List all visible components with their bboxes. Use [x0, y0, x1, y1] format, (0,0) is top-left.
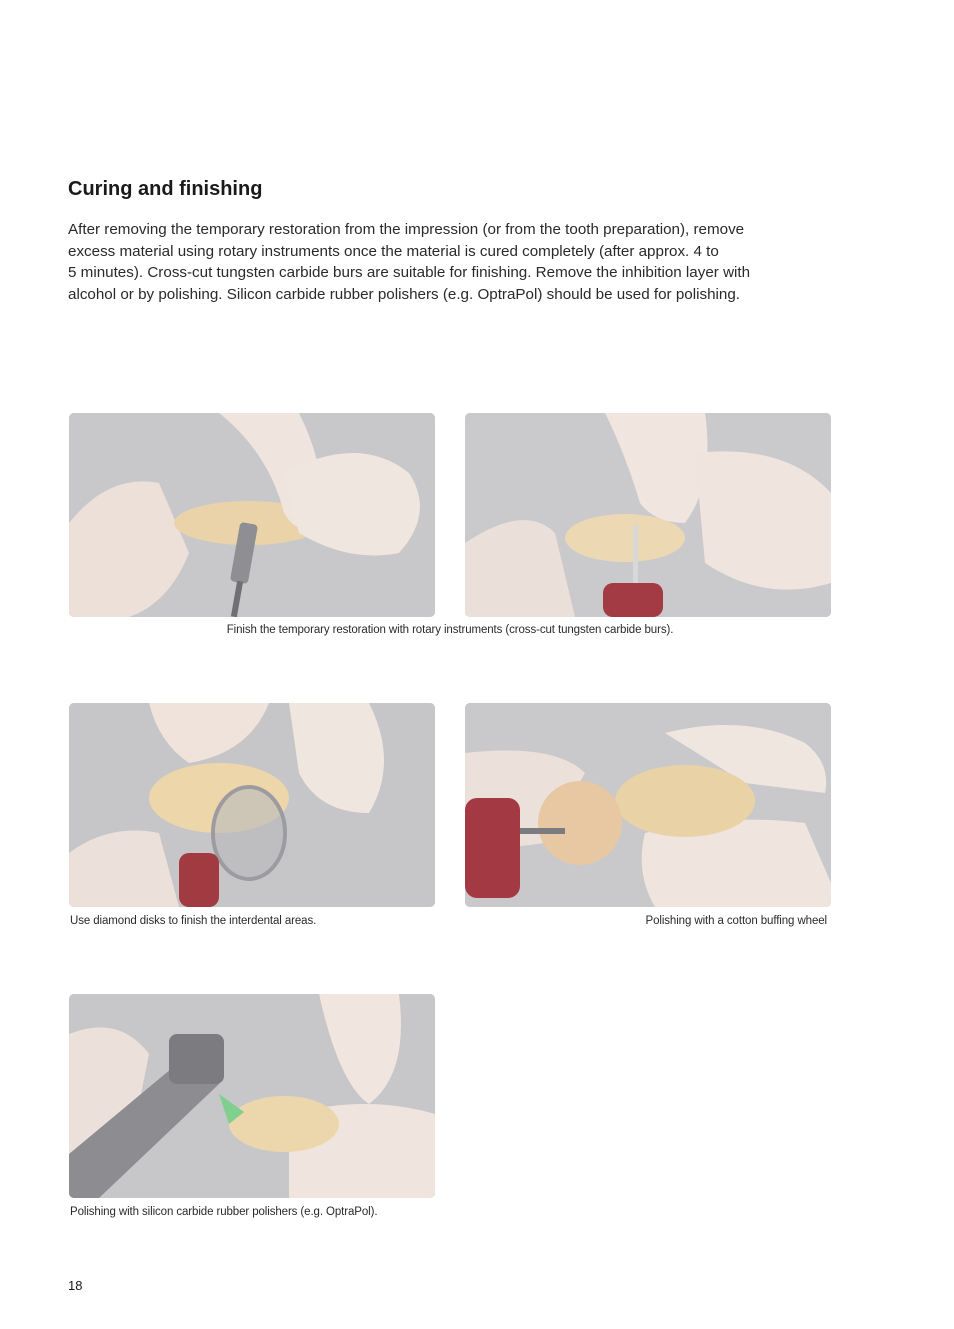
caption-buffing-wheel: Polishing with a cotton buffing wheel	[645, 915, 827, 927]
section-heading: Curing and finishing	[68, 178, 263, 200]
photo-bur-second-view	[465, 413, 831, 617]
paragraph-line: After removing the temporary restoration from the impression (or from the tooth preparation), remove	[68, 221, 745, 238]
photo-diamond-disk	[69, 703, 435, 907]
page-number: 18	[68, 1278, 83, 1293]
paragraph-line: excess material using rotary instruments once the material is cured completely (after approx. 4 to	[68, 242, 719, 260]
body-paragraph	[68, 219, 828, 306]
photo-carbide-bur	[69, 413, 435, 617]
paragraph-line: 5 minutes). Cross-cut tungsten carbide burs are suitable for finishing. Remove the inhibition layer with	[68, 264, 751, 282]
paragraph-line: alcohol or by polishing. Silicon carbide rubber polishers (e.g. OptraPol) should be used for polishing.	[68, 286, 741, 304]
photo-rubber-polisher	[69, 994, 435, 1198]
photo-buffing-wheel	[465, 703, 831, 907]
caption-rotary-instruments: Finish the temporary restoration with rotary instruments (cross-cut tungsten carbide burs).	[226, 624, 674, 636]
caption-rubber-polishers: Polishing with silicon carbide rubber polishers (e.g. OptraPol).	[70, 1206, 378, 1218]
caption-diamond-disks: Use diamond disks to finish the interdental areas.	[70, 915, 317, 927]
